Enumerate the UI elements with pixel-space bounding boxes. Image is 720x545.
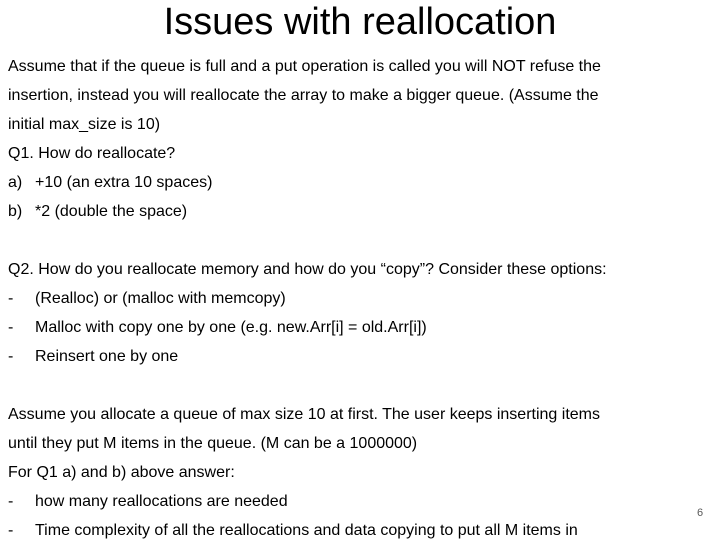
closing-line: For Q1 a) and b) above answer: bbox=[8, 464, 235, 481]
q1-block bbox=[8, 139, 698, 226]
option-text: how many reallocations are needed bbox=[35, 493, 288, 510]
q2-option bbox=[8, 342, 698, 371]
option-text: Time complexity of all the reallocations and data copying to put all M items in bbox=[35, 522, 578, 539]
closing-line: Assume you allocate a queue of max size 10 at first. The user keeps inserting items bbox=[8, 406, 600, 423]
q1-option bbox=[8, 197, 698, 226]
option-text: +10 (an extra 10 spaces) bbox=[35, 174, 213, 191]
spacer bbox=[8, 371, 698, 400]
bullet-marker: - bbox=[8, 348, 14, 365]
bullet-marker: - bbox=[8, 522, 14, 539]
bullet-marker: - bbox=[8, 319, 14, 336]
q2-question: Q2. How do you reallocate memory and how do you “copy”? Consider these options: bbox=[8, 261, 607, 278]
closing-option bbox=[8, 516, 698, 545]
q2-block bbox=[8, 255, 698, 371]
closing-block bbox=[8, 400, 698, 545]
q2-option bbox=[8, 284, 698, 313]
q1-option bbox=[8, 168, 698, 197]
option-marker: a) bbox=[8, 174, 23, 191]
bullet-marker: - bbox=[8, 290, 14, 307]
option-marker: b) bbox=[8, 203, 23, 220]
closing-option bbox=[8, 487, 698, 516]
q1-question: Q1. How do reallocate? bbox=[8, 145, 176, 162]
closing-line: until they put M items in the queue. (M can be a 1000000) bbox=[8, 435, 418, 452]
intro-line: Assume that if the queue is full and a put operation is called you will NOT refuse the bbox=[8, 58, 601, 75]
bullet-marker: - bbox=[8, 493, 14, 510]
option-text: *2 (double the space) bbox=[35, 203, 188, 220]
intro-line: insertion, instead you will reallocate the array to make a bigger queue. (Assume the bbox=[8, 87, 599, 104]
page-number: 6 bbox=[697, 507, 704, 519]
intro-line: initial max_size is 10) bbox=[8, 116, 161, 133]
option-text: Malloc with copy one by one (e.g. new.Arr[i] = old.Arr[i]) bbox=[35, 319, 427, 336]
intro-paragraph bbox=[8, 52, 698, 139]
slide-body bbox=[8, 52, 698, 545]
option-text: (Realloc) or (malloc with memcopy) bbox=[35, 290, 286, 307]
option-text: Reinsert one by one bbox=[35, 348, 179, 365]
q2-option bbox=[8, 313, 698, 342]
slide-title: Issues with reallocation bbox=[163, 1, 557, 43]
spacer bbox=[8, 226, 698, 255]
